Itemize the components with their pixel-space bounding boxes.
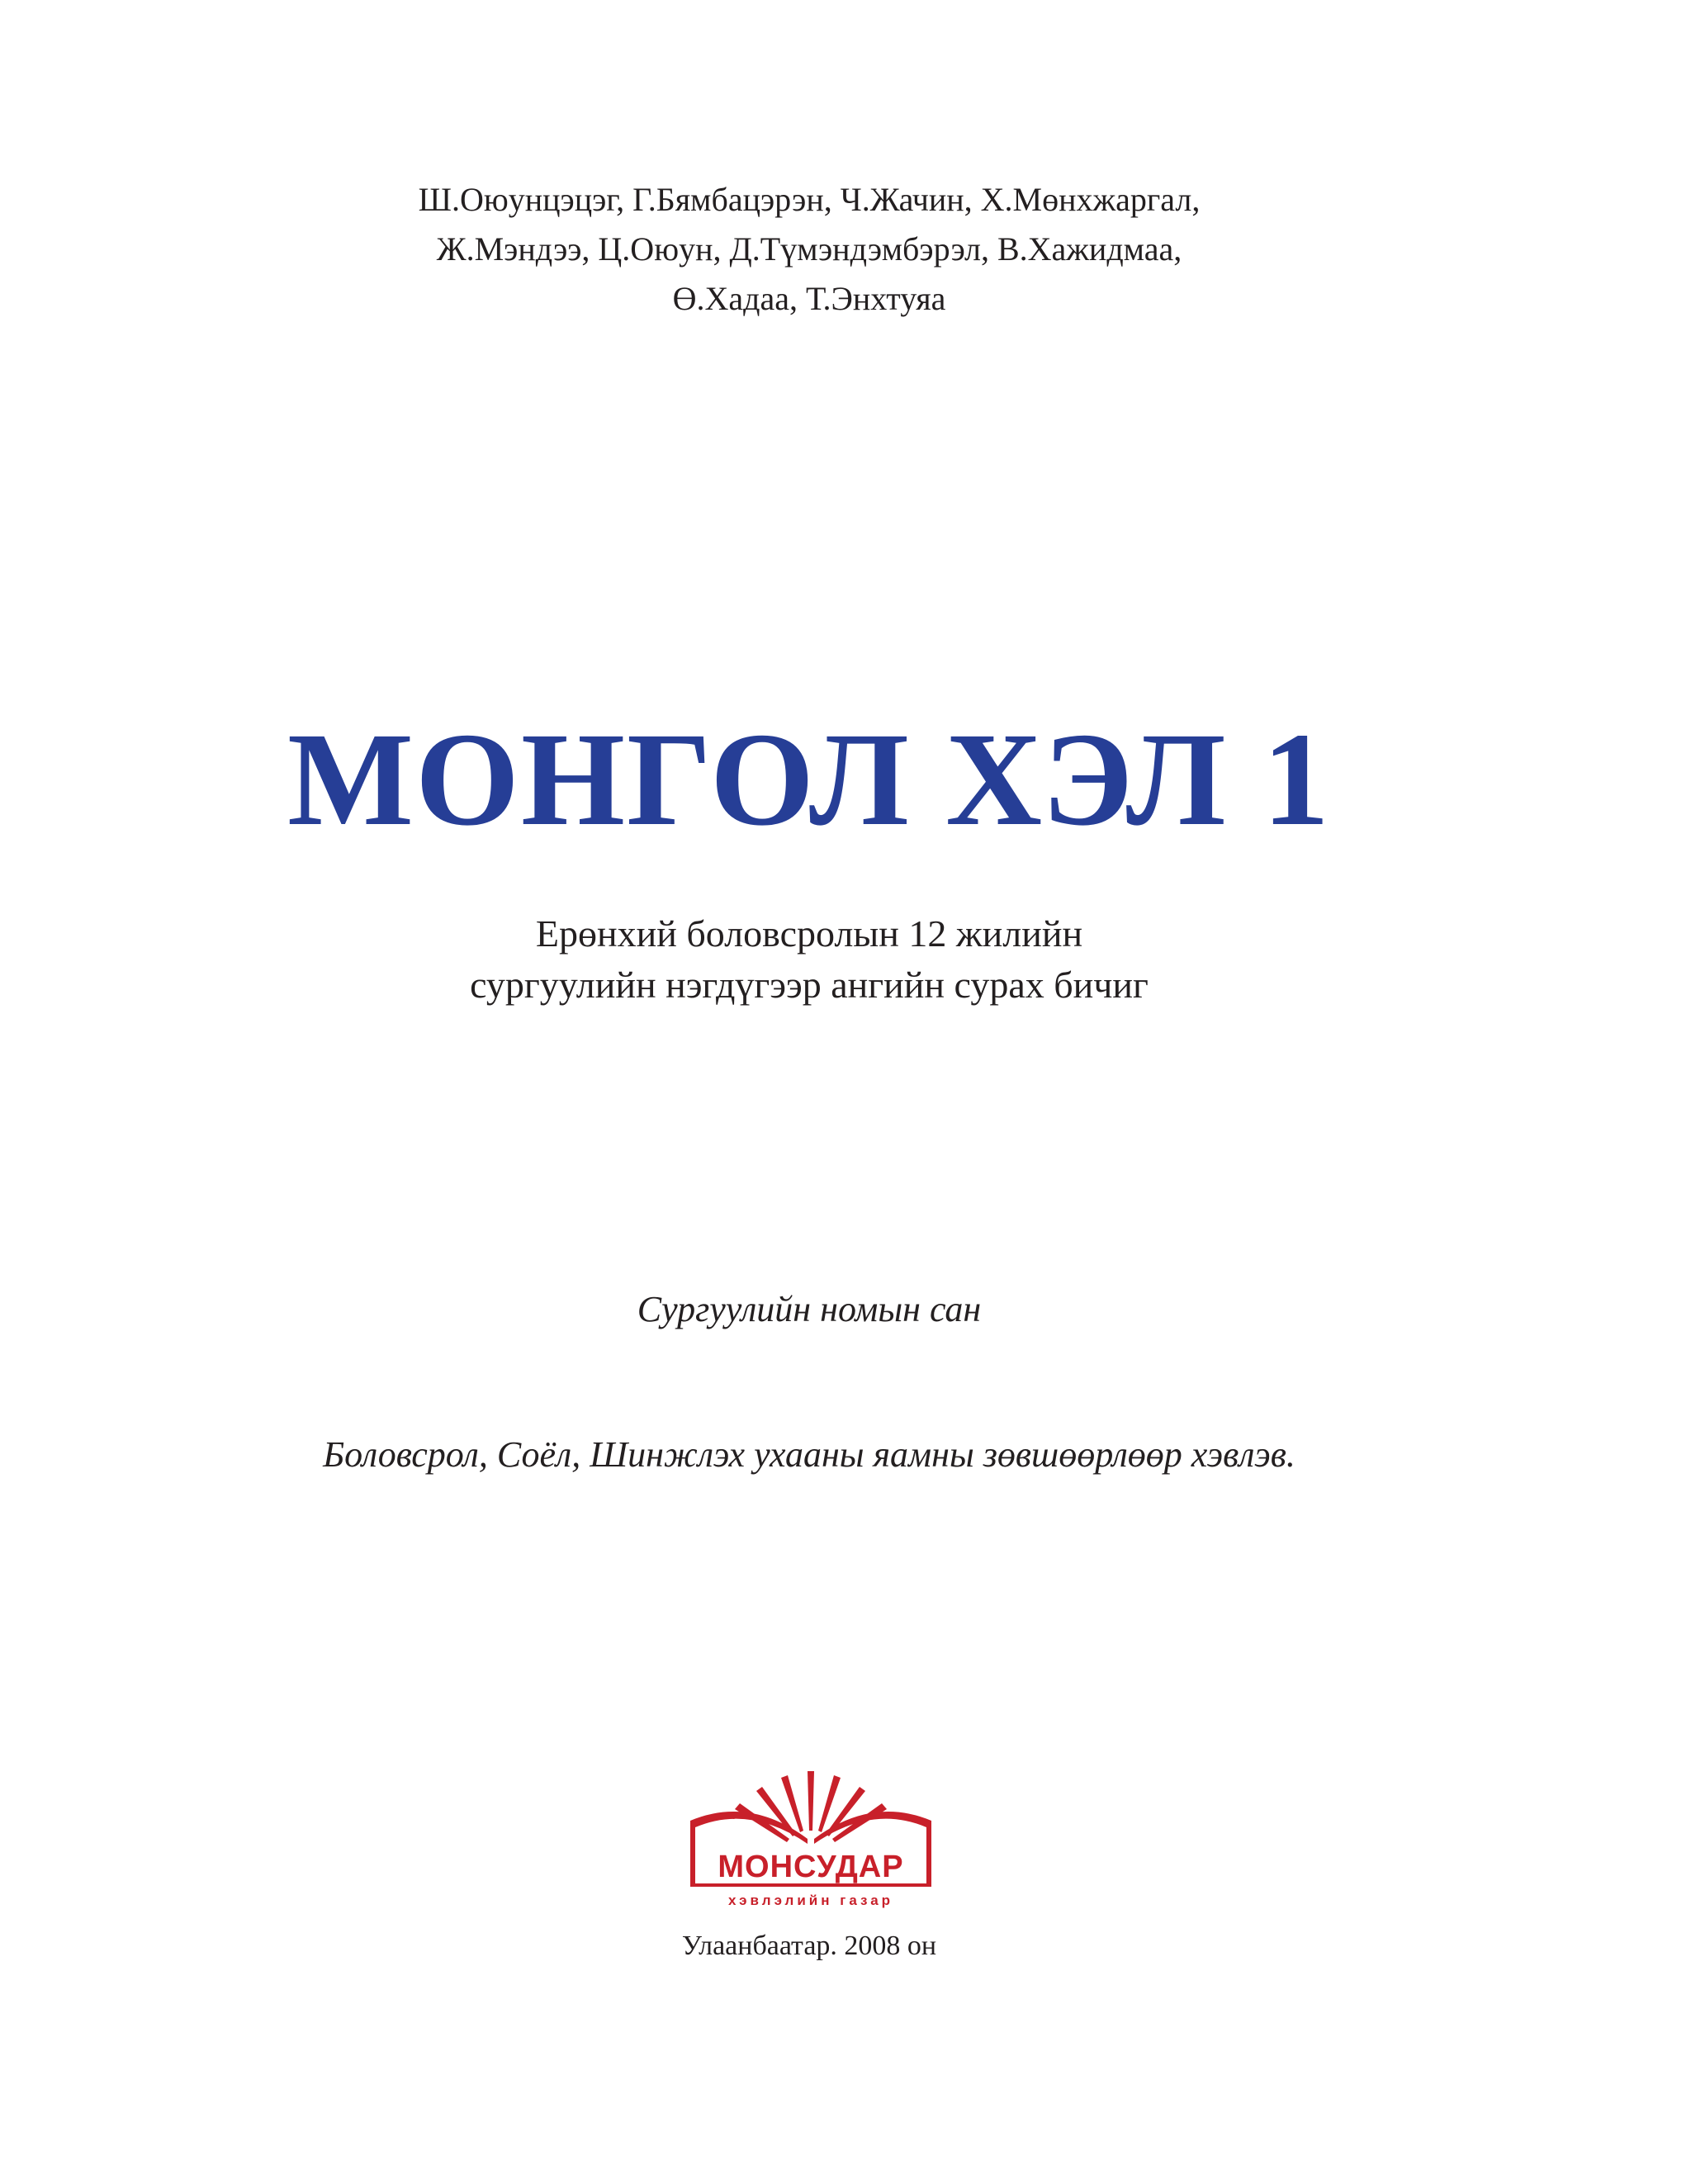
authors-line: Ш.Оюунцэцэг, Г.Бямбацэрэн, Ч.Жачин, Х.Мөнхжаргал, <box>418 181 1201 218</box>
authors-line: Ж.Мэндээ, Ц.Оюун, Д.Түмэндэмбэрэл, В.Хажидмаа, <box>436 230 1182 268</box>
authors-line: Ө.Хадаа, Т.Энхтуяа <box>672 280 946 317</box>
monsudar-logo-icon <box>684 1763 940 1912</box>
authors-block <box>0 175 1618 324</box>
publisher-logo <box>684 1763 940 1912</box>
book-title: МОНГОЛ ХЭЛ 1 <box>287 706 1331 854</box>
book-subtitle <box>0 908 1618 1011</box>
approval-note: Боловсрол, Соёл, Шинжлэх ухааны яамны зөвшөөрлөөр хэвлэв. <box>323 1434 1295 1475</box>
subtitle-line: Ерөнхий боловсролын 12 жилийн <box>535 912 1083 955</box>
library-note: Сургуулийн номын сан <box>637 1289 982 1329</box>
place-and-year: Улаанбаатар. 2008 он <box>681 1931 937 1961</box>
logo-tagline: хэвлэлийн газар <box>727 1893 894 1908</box>
logo-name: МОНСУДАР <box>718 1850 904 1884</box>
subtitle-line: сургуулийн нэгдүгээр ангийн сурах бичиг <box>470 964 1149 1006</box>
